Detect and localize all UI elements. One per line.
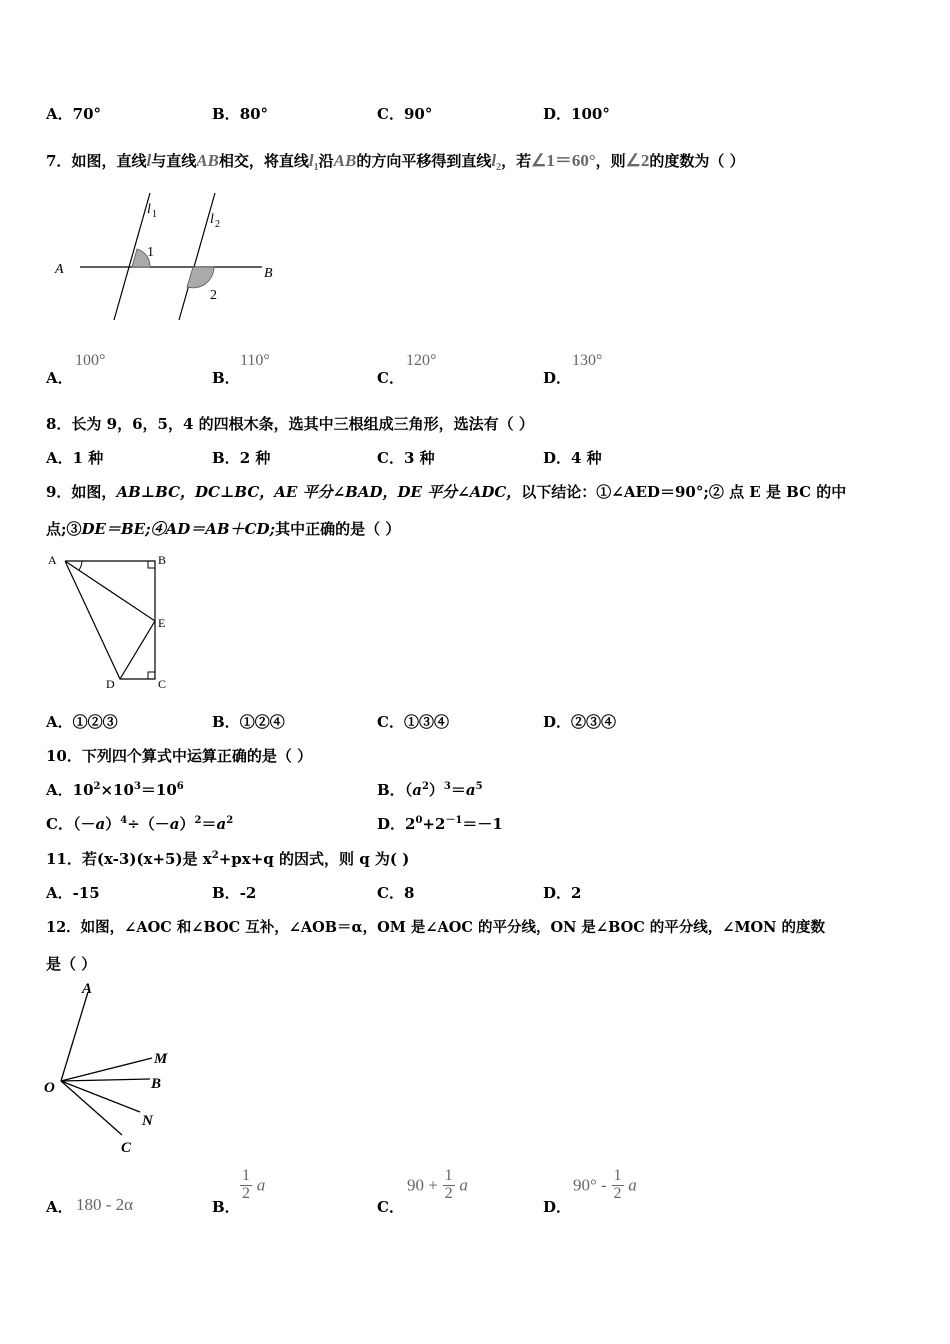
label-b: B bbox=[264, 266, 273, 281]
q12-option-b-label: B． bbox=[212, 1198, 240, 1216]
q7-option-c-value: 120° bbox=[406, 352, 437, 369]
q7-option-c-label: C． bbox=[377, 369, 404, 387]
q7-option-d-label: D． bbox=[543, 369, 572, 387]
right-angle-b bbox=[148, 561, 155, 568]
label-a: A bbox=[82, 981, 93, 997]
q8-option-d: D．4 种 bbox=[543, 449, 602, 467]
q12-option-c-value: 90 + $\frac{1}{2}$ a bbox=[407, 1167, 468, 1202]
q10-option-c: C．$(-a)^4\div(-a)^2=a^2$ bbox=[46, 815, 234, 833]
q7-stem: 7．如图，直线l与直线AB相交，将直线$l_1$沿AB的方向平移得到直线$l_2$，若∠1＝60°，则∠2的度数为（ ） bbox=[46, 151, 745, 173]
q10-stem: 10．下列四个算式中运算正确的是（ ） bbox=[46, 747, 313, 765]
q7-option-d-value: 130° bbox=[572, 352, 603, 369]
label-n: N bbox=[142, 1113, 153, 1129]
label-a: A bbox=[48, 553, 57, 567]
q12-option-a-value: 180 - 2α bbox=[76, 1195, 134, 1214]
label-angle-1: 1 bbox=[147, 245, 154, 260]
q12-stem-line2: 是（ ） bbox=[46, 955, 97, 973]
q12-option-d-label: D． bbox=[543, 1198, 572, 1216]
q8-option-c: C．3 种 bbox=[377, 449, 435, 467]
q11-option-d: D．2 bbox=[543, 884, 582, 902]
ray-oc bbox=[61, 1081, 122, 1135]
q8-option-a: A．1 种 bbox=[46, 449, 104, 467]
q11-option-b: B．-2 bbox=[212, 884, 257, 902]
label-c: C bbox=[121, 1140, 132, 1156]
ray-on bbox=[61, 1081, 140, 1112]
q7-option-a-label: A． bbox=[46, 369, 73, 387]
q10-option-d: D．$2^0+2^{-1}=-1$ bbox=[377, 815, 503, 833]
label-b: B bbox=[158, 553, 167, 567]
label-a: A bbox=[55, 262, 64, 277]
q6-option-b: B．80° bbox=[212, 105, 269, 123]
q9-option-b: B．①②④ bbox=[212, 713, 285, 731]
q7-option-b-label: B． bbox=[212, 369, 240, 387]
q9-option-a: A．①②③ bbox=[46, 713, 118, 731]
q10-option-a: A．$10^2\times 10^3=10^6$ bbox=[46, 781, 184, 799]
fraction-one-half: $\frac{1}{2}$ bbox=[444, 1167, 453, 1202]
q10-option-b: B．$(a^2)^3=a^5$ bbox=[377, 781, 483, 799]
q12-option-b-value: $\frac{1}{2}$ a bbox=[242, 1167, 266, 1202]
q9-figure bbox=[45, 548, 180, 698]
label-l1-sub: 1 bbox=[152, 209, 157, 220]
q11-stem: 11．若(x-3)(x+5)是 $x^2+px+q$ 的因式，则 q 为( ) bbox=[46, 850, 410, 868]
fraction-one-half: $\frac{1}{2}$ bbox=[613, 1167, 622, 1202]
q9-option-d: D．②③④ bbox=[543, 713, 617, 731]
q7-figure bbox=[50, 190, 290, 325]
q6-option-d: D．100° bbox=[543, 105, 610, 123]
label-b: B bbox=[151, 1076, 162, 1092]
q9-stem-line2: 点;③DE＝BE;④AD＝AB＋CD;其中正确的是（ ） bbox=[46, 520, 401, 538]
label-c: C bbox=[158, 677, 167, 691]
q8-option-b: B．2 种 bbox=[212, 449, 271, 467]
q12-stem-line1: 12．如图，∠AOC 和∠BOC 互补，∠AOB＝α，OM 是∠AOC 的平分线，ON 是∠BOC 的平分线，∠MON 的度数 bbox=[46, 919, 825, 936]
q11-option-c: C．8 bbox=[377, 884, 415, 902]
q12-option-a-label: A． bbox=[46, 1198, 73, 1216]
q9-stem-line1: 9．如图，AB⊥BC，DC⊥BC，AE 平分∠BAD，DE 平分∠ADC，以下结论：①∠AED＝90°;② 点 E 是 BC 的中 bbox=[46, 483, 847, 501]
angle-arc-a bbox=[79, 561, 82, 570]
q7-option-a-value: 100° bbox=[75, 352, 106, 369]
q9-option-c: C．①③④ bbox=[377, 713, 449, 731]
q12-option-c-label: C． bbox=[377, 1198, 404, 1216]
label-l2: l bbox=[210, 212, 214, 227]
quadrilateral-abcd bbox=[65, 561, 155, 679]
ray-ob bbox=[61, 1079, 150, 1081]
label-l2-sub: 2 bbox=[215, 219, 220, 230]
segment-de bbox=[120, 621, 155, 679]
q6-option-c: C．90° bbox=[377, 105, 433, 123]
right-angle-c bbox=[148, 672, 155, 679]
label-d: D bbox=[106, 677, 115, 691]
label-l1: l bbox=[147, 202, 151, 217]
q6-option-a: A．70° bbox=[46, 105, 102, 123]
label-m: M bbox=[154, 1051, 168, 1067]
ray-om bbox=[61, 1058, 152, 1081]
label-e: E bbox=[158, 616, 166, 630]
fraction-one-half: $\frac{1}{2}$ bbox=[242, 1167, 250, 1202]
q8-stem: 8．长为 9，6，5，4 的四根木条，选其中三根组成三角形，选法有（ ） bbox=[46, 415, 534, 433]
label-angle-2: 2 bbox=[210, 288, 217, 303]
q12-figure bbox=[40, 975, 190, 1160]
q11-option-a: A．-15 bbox=[46, 884, 100, 902]
q7-option-b-value: 110° bbox=[240, 352, 270, 369]
q12-option-d-value: 90° - $\frac{1}{2}$ a bbox=[573, 1167, 637, 1202]
angle-2-mark bbox=[187, 267, 214, 288]
ray-oa bbox=[61, 992, 88, 1081]
label-o: O bbox=[44, 1080, 55, 1096]
